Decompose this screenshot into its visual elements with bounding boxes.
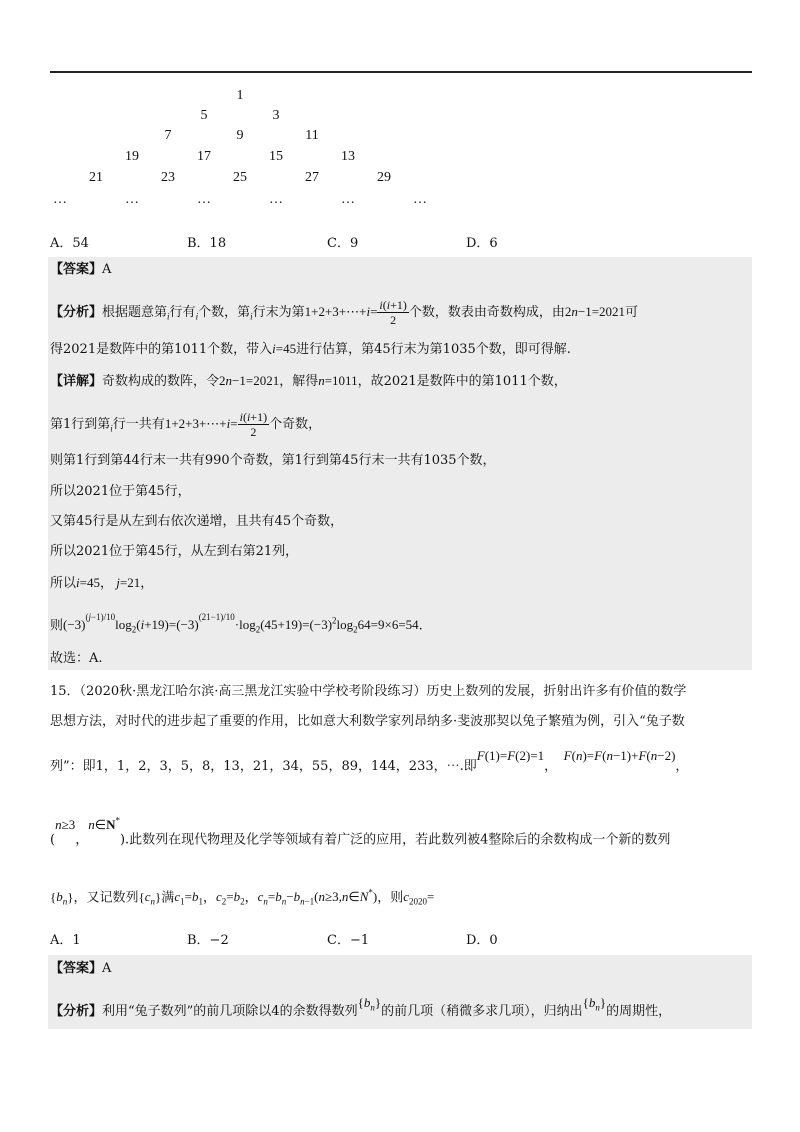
triangle-number: 9 [236, 128, 244, 143]
analysis-label: 【分析】 [50, 1004, 103, 1019]
ellipsis: … [125, 192, 139, 207]
analysis-text: 个数，数表由奇数构成，由 [408, 305, 565, 320]
q14-detail-line-8: 则$(-3)^{^{(j-1)/10}}\log_2(i+19)=(-3)^{^{(21-1)/10}}\cdot\log_2(45+19)=(-3)^2\log_264=9\times 6=54$. [50, 612, 423, 635]
triangle-number: 19 [125, 149, 139, 164]
analysis-text: 利用“兔子数列”的前几项除以4的余数得数列 [102, 1004, 358, 1019]
triangle-number: 13 [341, 149, 355, 164]
sum-formula: 1+2+3+⋯+i= [304, 304, 378, 319]
q14-detail-line-1: 【详解】奇数构成的数阵，令2n−1=2021，解得n=1011，故2021是数阵中的第1011个数， [50, 373, 567, 389]
detail-text: 第1行到第 [50, 417, 111, 432]
q14-detail-line-4: 所以2021位于第45行， [50, 484, 191, 499]
stem-text: ( [50, 832, 56, 848]
q14-detail-line-2: 第1行到第$_i$行一共有1+2+3+⋯+i= $\frac{i(i+1)}{2}$ 个奇数， [50, 410, 322, 439]
detail-text: ， [99, 576, 113, 591]
stem-text: 列”：即1，1，2，3，5，8，13，21，34，55，89，144，233，⋯.即 [50, 759, 477, 774]
stem-text: 满 [161, 890, 175, 906]
analysis-text: 可 [625, 305, 639, 320]
detail-text: 则 [50, 618, 64, 634]
q14-option-c[interactable]: C．9 [327, 236, 359, 251]
triangle-number: 3 [272, 108, 280, 123]
answer-label: 【答案】 [50, 262, 103, 277]
ellipsis: … [269, 192, 283, 207]
triangle-number: 7 [164, 128, 172, 143]
triangle-number: 27 [305, 170, 319, 185]
question-number: 15． [50, 684, 80, 699]
q14-option-a[interactable]: A．54 [50, 236, 89, 251]
stem-text: ， [544, 759, 558, 774]
q15-option-c[interactable]: C．−1 [327, 933, 370, 948]
triangle-number: 11 [305, 128, 319, 143]
q14-option-b[interactable]: B．18 [187, 236, 227, 251]
triangle-number: 23 [161, 170, 175, 185]
q14-detail-line-6: 所以2021位于第45行，从左到右第21列， [50, 544, 299, 559]
ellipsis: … [341, 192, 355, 207]
q15-stem-line-3: 列”：即1，1，2，3，5，8，13，21，34，55，89，144，233，⋯.即F(1)=F(2)=1， F(n)=F(n−1)+F(n−2)， [50, 748, 689, 774]
answer-value: A [102, 262, 112, 277]
q14-answer-line [50, 261, 752, 279]
detail-text: ，故2021是数阵中的第1011个数， [357, 374, 567, 389]
stem-text: ， [244, 890, 258, 906]
q14-detail-line-3: 则第1行到第44行末一共有990个奇数，第1行到第45行末一共有1035个数， [50, 453, 496, 468]
stem-text: ).此数列在现代物理及化学等领域有着广泛的应用，若此数列被4整除后的余数构成一个新的数列 [119, 832, 671, 848]
triangle-number: 15 [269, 149, 283, 164]
q14-detail-line-7: 所以i=45， j=21， [50, 575, 154, 591]
analysis-text: 得2021是数阵中的第1011个数，带入 [50, 342, 273, 357]
q15-answer-line [50, 960, 752, 978]
triangle-number: 21 [89, 170, 103, 185]
fraction: $\frac{i(i+1)}{2}$ [239, 410, 268, 439]
q15-stem-line-2: 思想方法，对时代的进步起了重要的作用，比如意大利数学家列昂纳多·斐波那契以兔子繁殖为例，引入“兔子数 [50, 714, 685, 729]
q14-choose-line: 故选：A. [50, 651, 103, 666]
detail-label: 【详解】 [50, 374, 103, 389]
q15-option-a[interactable]: A．1 [50, 933, 81, 948]
ellipsis: … [197, 192, 211, 207]
q14-analysis-line-1: 【分析】根据题意第$_i$行有$_i$个数，第$_i$行末为第1+2+3+⋯+i= $\frac{i(i+1)}{2}$ 个数，数表由奇数构成，由2n−1=2021可 [50, 298, 639, 327]
analysis-text: 的前几项（稍微多求几项），归纳出 [381, 1004, 583, 1019]
analysis-text: 个数，第 [198, 305, 251, 320]
detail-text: ，解得 [279, 374, 319, 389]
analysis-text: 行末为第 [252, 305, 305, 320]
fib-recurrence: F(n)=F(n−1)+F(n−2) [563, 748, 676, 763]
q15-stem-line-5: $\{b_n\}$，又记数列$\{c_n\}$满$c_1=b_1$，$c_2=b_2$，$c_n=b_n-b_{n-1}(n\ge 3,n\in N^*)$，则$c_{2020}=$ [50, 888, 435, 907]
fraction: $\frac{i(i+1)}{2}$ [379, 298, 407, 327]
stem-text: ， [202, 890, 216, 906]
equation: 2n−1=2021 [564, 304, 626, 319]
q15-option-d[interactable]: D．0 [466, 933, 498, 948]
analysis-label: 【分析】 [50, 305, 103, 320]
stem-text: ， [75, 832, 89, 848]
analysis-text: 的周期性， [606, 1004, 672, 1019]
analysis-text: 根据题意第 [102, 305, 168, 320]
header-rule [50, 71, 752, 73]
triangle-number: 25 [233, 170, 247, 185]
triangle-number: 5 [200, 108, 208, 123]
answer-label: 【答案】 [50, 961, 103, 976]
stem-text: ，又记数列 [73, 890, 139, 906]
ellipsis: … [413, 192, 427, 207]
analysis-text: 行有 [169, 305, 196, 320]
fib-init: F(1)=F(2)=1 [476, 748, 545, 763]
q14-analysis-line-2: 得2021是数阵中的第1011个数，带入i=45进行估算，第45行末为第1035个数，即可得解. [50, 341, 571, 357]
triangle-number: 1 [236, 88, 244, 103]
q15-stem-line-1 [50, 683, 752, 701]
q14-option-d[interactable]: D．6 [466, 236, 498, 251]
stem-text: （2020秋·黑龙江哈尔滨·高三黑龙江实验中学校考阶段练习）历史上数列的发展，折射出许多有价值的数学 [79, 684, 687, 699]
q15-analysis-line: 【分析】利用“兔子数列”的前几项除以4的余数得数列$\{b_n\}$的前几项（稍微多求几项），归纳出$\{b_n\}$的周期性， [50, 995, 672, 1019]
final-computation: $(-3)^{^{(j-1)/10}}\log_2(i+19)=(-3)^{^{(21-1)/10}}\cdot\log_2(45+19)=(-3)^2\log_264=9\times 6=54$ [63, 612, 419, 635]
q15-stem-line-4: (n≥3，n∈N*).此数列在现代物理及化学等领域有着广泛的应用，若此数列被4整除后的余数构成一个新的数列 [50, 816, 671, 848]
q15-option-b[interactable]: B．−2 [187, 933, 229, 948]
ellipsis: … [53, 192, 67, 207]
detail-text: 行一共有 [112, 417, 165, 432]
analysis-text: 进行估算，第45行末为第1035个数，即可得解. [296, 342, 571, 357]
detail-text: 个奇数， [269, 417, 322, 432]
answer-value: A [102, 961, 112, 976]
triangle-number: 17 [197, 149, 211, 164]
stem-text: ，则 [377, 890, 404, 906]
q14-detail-line-5: 又第45行是从左到右依次递增，且共有45个奇数， [50, 514, 344, 529]
detail-text: 奇数构成的数阵，令 [102, 374, 220, 389]
detail-text: 所以 [50, 576, 77, 591]
triangle-number: 29 [377, 170, 391, 185]
